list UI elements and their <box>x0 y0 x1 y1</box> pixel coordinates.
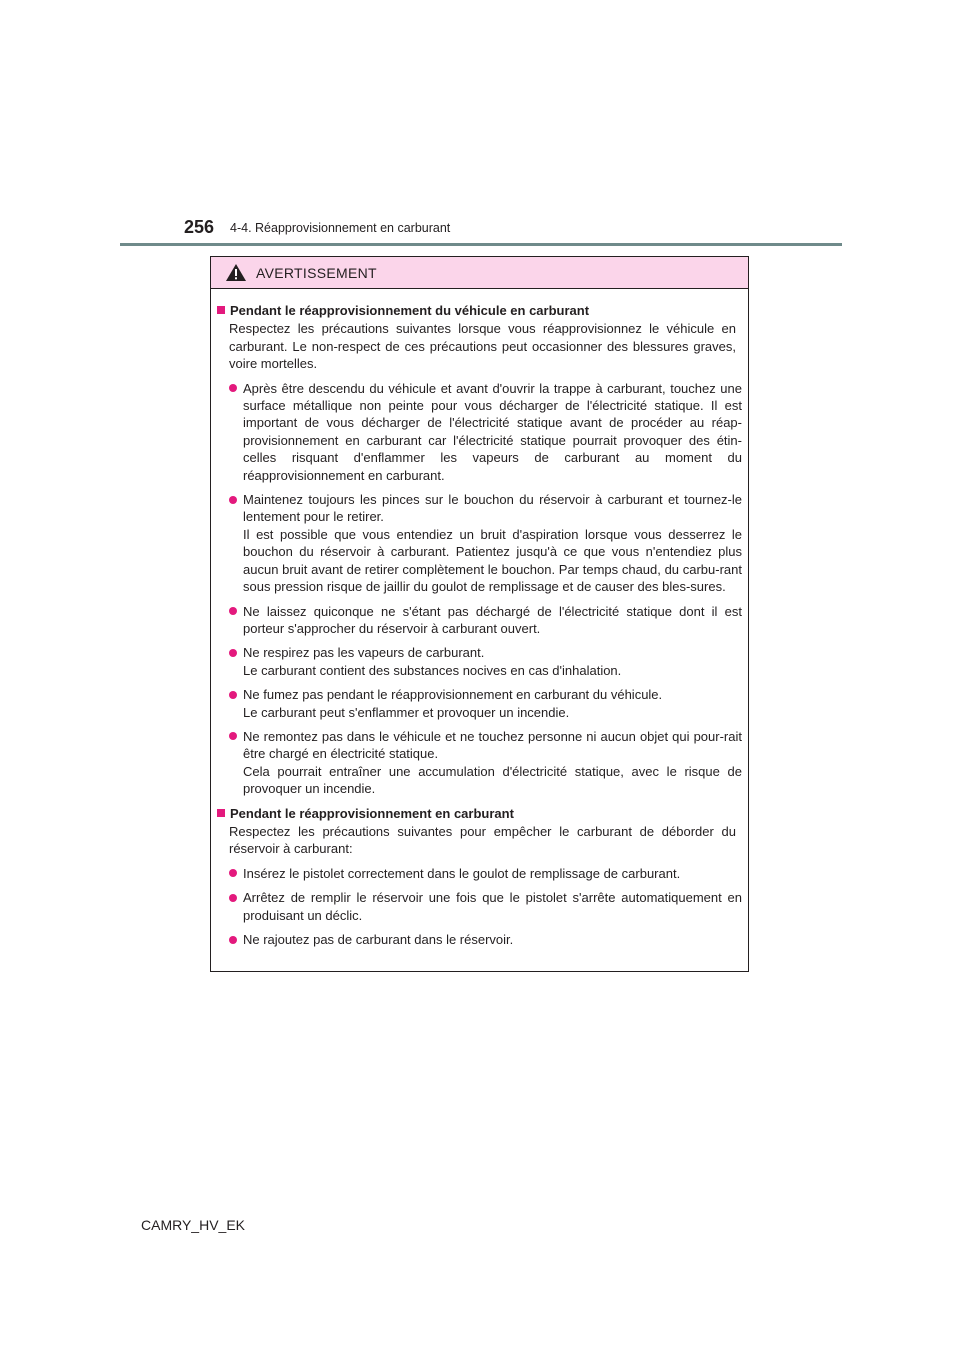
list-item <box>229 644 742 679</box>
round-bullet-icon <box>229 936 237 944</box>
list-item-line: Après être descendu du véhicule et avant d'ouvrir la trappe à carburant, touchez une surface métallique non peinte pour vous décharger de l'électricité statique. Il est important de vous décharger de l'électricité statique avant de procéder au réap-provisionnement en carburant car l'électricité statique pourrait provoquer des étin-celles risquant d'enflammer les vapeurs de carburant au moment du réapprovisionnement en carburant. <box>243 380 742 483</box>
warning-group <box>217 302 742 798</box>
list-item-line: Ne rajoutez pas de carburant dans le réservoir. <box>243 932 514 947</box>
list-item-text <box>243 931 742 948</box>
list-item <box>229 865 742 882</box>
footer-code: CAMRY_HV_EK <box>141 1217 246 1233</box>
bullet-list <box>217 865 742 949</box>
warning-body <box>211 289 748 948</box>
list-item-text <box>243 644 742 679</box>
list-item <box>229 603 742 638</box>
list-item-line: Ne laissez quiconque ne s'étant pas déchargé de l'électricité statique dont il est porteur s'approcher du réservoir à carburant ouvert. <box>243 603 742 636</box>
round-bullet-icon <box>229 894 237 902</box>
list-item-line: Cela pourrait entraîner une accumulation d'électricité statique, avec le risque de provoquer un incendie. <box>243 763 742 797</box>
list-item-line: Ne remontez pas dans le véhicule et ne touchez personne ni aucun objet qui pour-rait être chargé en électricité statique. <box>243 728 742 762</box>
warning-group <box>217 805 742 949</box>
list-item-text <box>243 380 742 484</box>
intro-paragraph: Respectez les précautions suivantes lorsque vous réapprovisionnez le véhicule en carburant. Le non-respect de ces précautions peut occasionner des blessures graves, voire mortelles. <box>229 321 736 372</box>
round-bullet-icon <box>229 691 237 699</box>
round-bullet-icon <box>229 384 237 392</box>
header-rule <box>120 243 842 246</box>
warning-box <box>210 256 749 972</box>
list-item-text <box>243 603 742 638</box>
sub-heading-text: Pendant le réapprovisionnement en carburant <box>230 805 514 821</box>
list-item <box>229 380 742 484</box>
round-bullet-icon <box>229 732 237 740</box>
list-item <box>229 728 742 798</box>
list-item-text <box>243 728 742 798</box>
warning-title: AVERTISSEMENT <box>256 264 377 281</box>
list-item <box>229 491 742 595</box>
list-item-text <box>243 865 742 882</box>
intro-paragraph: Respectez les précautions suivantes pour empêcher le carburant de déborder du réservoir à carburant: <box>229 823 736 857</box>
list-item-text <box>243 491 742 595</box>
list-item-line: Maintenez toujours les pinces sur le bouchon du réservoir à carburant et tournez-le lentement pour le retirer. <box>243 492 742 525</box>
list-item-text <box>243 889 742 924</box>
list-item-line: Ne fumez pas pendant le réapprovisionnement en carburant du véhicule. <box>243 687 663 703</box>
square-bullet-icon <box>217 306 225 314</box>
round-bullet-icon <box>229 869 237 877</box>
sub-heading <box>217 805 742 822</box>
round-bullet-icon <box>229 649 237 657</box>
list-item <box>229 931 742 948</box>
list-item-text <box>243 686 742 721</box>
list-item-line: Arrêtez de remplir le réservoir une fois que le pistolet s'arrête automatiquement en produisant un déclic. <box>243 890 742 923</box>
section-title: 4-4. Réapprovisionnement en carburant <box>230 221 451 235</box>
list-item-line: Ne respirez pas les vapeurs de carburant. <box>243 645 485 661</box>
list-item-line: Insérez le pistolet correctement dans le goulot de remplissage de carburant. <box>243 865 681 881</box>
page-number: 256 <box>184 217 215 237</box>
sub-heading-text: Pendant le réapprovisionnement du véhicule en carburant <box>230 303 590 318</box>
square-bullet-icon <box>217 809 225 817</box>
warning-header <box>211 257 748 289</box>
list-item <box>229 889 742 924</box>
round-bullet-icon <box>229 607 237 615</box>
sub-heading <box>217 302 742 319</box>
warning-triangle-icon <box>225 263 247 282</box>
bullet-list <box>217 380 742 798</box>
list-item-line: Le carburant peut s'enflammer et provoquer un incendie. <box>243 704 570 720</box>
round-bullet-icon <box>229 496 237 504</box>
list-item-line: Le carburant contient des substances nocives en cas d'inhalation. <box>243 662 622 678</box>
list-item-line: Il est possible que vous entendiez un bruit d'aspiration lorsque vous desserrez le bouchon du réservoir à carburant. Patientez jusqu'à ce que vous n'entendiez plus aucun bruit avant de retirer complètement le bouchon. Par temps chaud, du carbu-rant sous pression risque de jaillir du goulot de remplissage et de causer des bles-sures. <box>243 526 742 595</box>
list-item <box>229 686 742 721</box>
